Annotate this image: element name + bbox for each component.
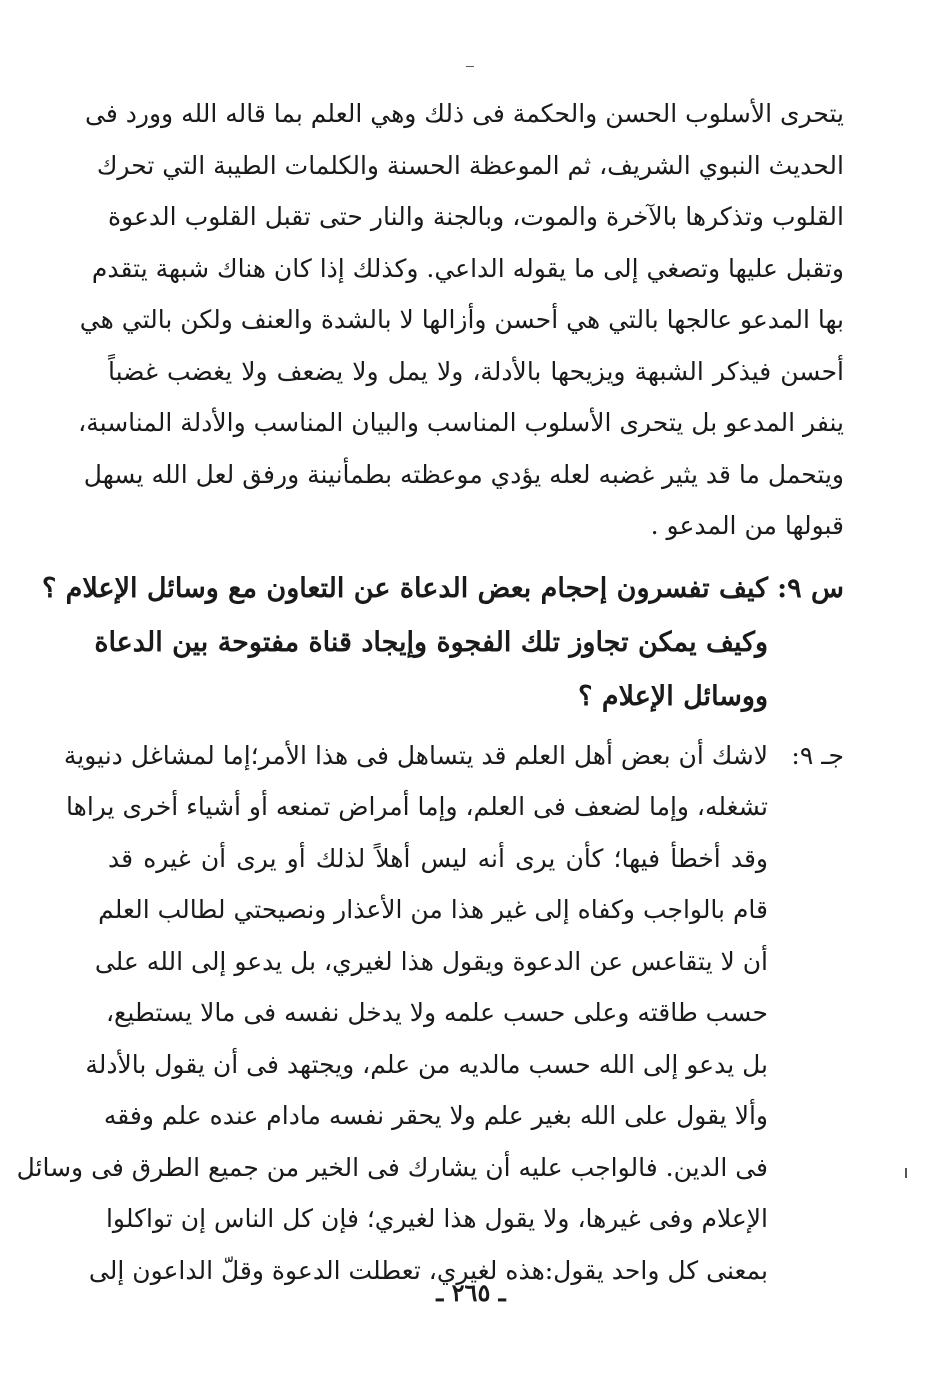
paragraph-line: الحديث النبوي الشريف، ثم الموعظة الحسنة والكلمات الطيبة التي تحرك [96, 150, 844, 180]
page-content [16, 88, 844, 1296]
scan-speck [905, 1168, 907, 1178]
answer-line: الإعلام وفى غيرها، ولا يقول هذا لغيري؛ فإن كل الناس إن تواكلوا [105, 1204, 768, 1233]
answer-line: بل يدعو إلى الله حسب مالديه من علم، ويجتهد فى أن يقول بالأدلة [85, 1049, 768, 1079]
paragraph-line: يتحرى الأسلوب الحسن والحكمة فى ذلك وهي العلم بما قاله الله وورد فى [85, 99, 844, 128]
answer-line: تشغله، وإما لضعف فى العلم، وإما أمراض تمنعه أو أشياء أخرى يراها [66, 792, 768, 821]
answer-line: قام بالواجب وكفاه إلى غير هذا من الأعذار ونصيحتي لطالب العلم [98, 895, 768, 924]
question-line: وكيف يمكن تجاوز تلك الفجوة وإيجاد قناة مفتوحة بين الدعاة [94, 626, 768, 658]
question-text [41, 562, 768, 724]
answer-line: وألا يقول على الله بغير علم ولا يحقر نفسه مادام عنده علم وفقه [103, 1101, 768, 1130]
answer-block [16, 730, 844, 1297]
answer-line: فى الدين. فالواجب عليه أن يشارك فى الخير من جميع الطرق فى وسائل [16, 1152, 768, 1182]
question-label: س ٩: [777, 572, 844, 604]
question-line: كيف تفسرون إحجام بعض الدعاة عن التعاون مع وسائل الإعلام ؟ [41, 572, 768, 604]
answer-line: حسب طاقته وعلى حسب علمه ولا يدخل نفسه فى مالا يستطيع، [105, 998, 768, 1027]
paragraph-line: قبولها من المدعو . [650, 511, 844, 540]
answer-text [16, 730, 768, 1297]
answer-line: لاشك أن بعض أهل العلم قد يتساهل فى هذا الأمر؛إما لمشاغل دنيوية [63, 740, 768, 770]
intro-paragraph [78, 88, 844, 552]
answer-label: جـ ٩: [791, 740, 844, 770]
answer-line: وقد أخطأ فيها؛ كأن يرى أنه ليس أهلاً لذلك أو يرى أن غيره قد [108, 843, 768, 873]
question-block [41, 562, 844, 724]
page-number: ـ ٢٦٥ ـ [436, 1278, 506, 1307]
question-line: ووسائل الإعلام ؟ [578, 680, 768, 712]
paragraph-line: بها المدعو عالجها بالتي هي أحسن وأزالها لا بالشدة والعنف ولكن بالتي هي [79, 305, 844, 334]
paragraph-line: القلوب وتذكرها بالآخرة والموت، وبالجنة والنار حتى تقبل القلوب الدعوة [108, 202, 844, 231]
answer-line: بمعنى كل واحد يقول:هذه لغيري، تعطلت الدعوة وقلّ الداعون إلى [88, 1255, 768, 1285]
scan-speck [466, 66, 474, 67]
paragraph-line: وتقبل عليها وتصغي إلى ما يقوله الداعي. وكذلك إذا كان هناك شبهة يتقدم [91, 253, 844, 283]
paragraph-line: ويتحمل ما قد يثير غضبه لعله يؤدي موعظته بطمأنينة ورفق لعل الله يسهل [83, 459, 844, 489]
answer-line: أن لا يتقاعس عن الدعوة ويقول هذا لغيري، بل يدعو إلى الله على [94, 946, 768, 976]
paragraph-line: أحسن فيذكر الشبهة ويزيحها بالأدلة، ولا يمل ولا يضعف ولا يغضب غضباً [108, 356, 844, 386]
paragraph-line: ينفر المدعو بل يتحرى الأسلوب المناسب والبيان المناسب والأدلة المناسبة، [78, 408, 844, 437]
